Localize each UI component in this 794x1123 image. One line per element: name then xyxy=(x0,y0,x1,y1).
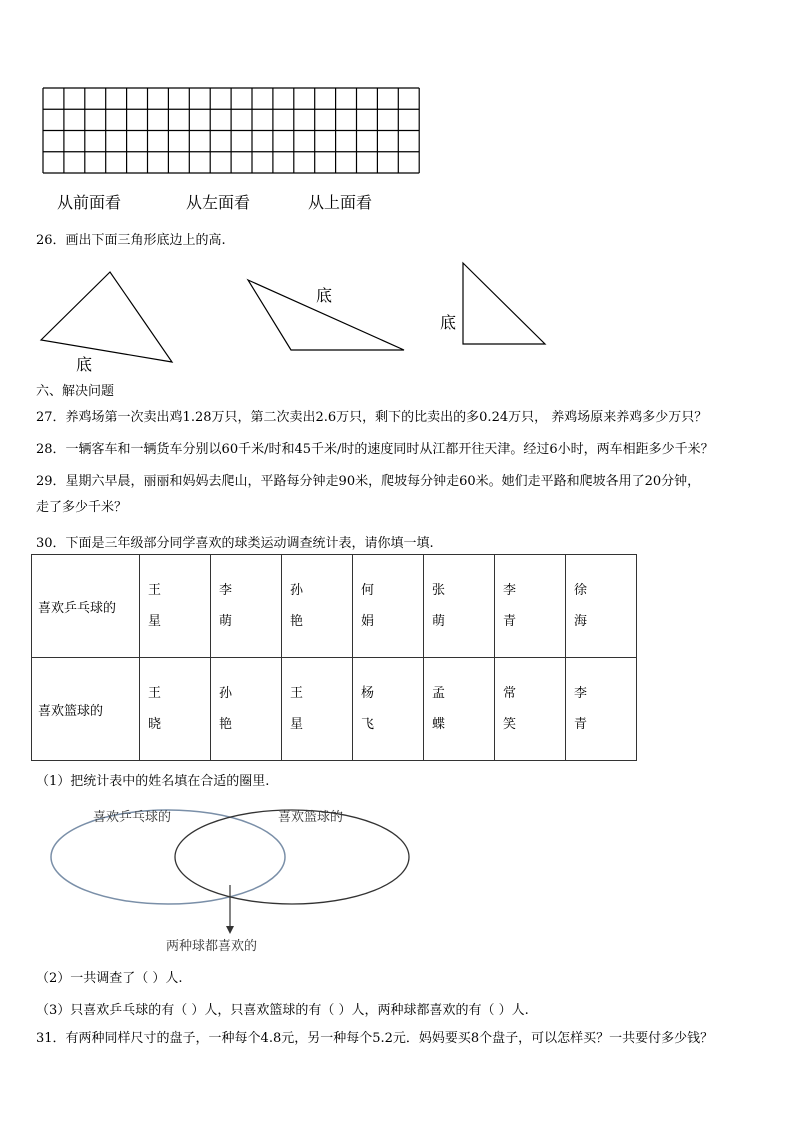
question-31: 31．有两种同样尺寸的盘子，一种每个4.8元，另一种每个5.2元．妈妈要买8个盘子，可以怎样买？一共要付多少钱？ xyxy=(36,1031,714,1046)
table-cell: 王 星 xyxy=(282,658,353,761)
view-label-top: 从上面看 xyxy=(308,193,373,212)
triangle-3 xyxy=(463,263,545,344)
table-cell: 杨 飞 xyxy=(353,658,424,761)
venn-both-label: 两种球都喜欢的 xyxy=(166,939,258,954)
triangle-1-base-label: 底 xyxy=(76,355,93,374)
question-28: 28．一辆客车和一辆货车分别以60千米/时和45千米/时的速度同时从江都开往天津。经过6小时，两车相距多少千米？ xyxy=(36,442,714,457)
table-cell: 王 星 xyxy=(140,555,211,658)
venn-right-label: 喜欢篮球的 xyxy=(278,810,344,825)
question-30: 30．下面是三年级部分同学喜欢的球类运动调查统计表，请你填一填. xyxy=(36,536,434,551)
question-30-sub1: （1）把统计表中的姓名填在合适的圈里. xyxy=(36,774,270,789)
table-row-head: 喜欢乒乓球的 xyxy=(32,555,140,658)
section-title: 六、解决问题 xyxy=(36,384,115,399)
table-cell: 王 晓 xyxy=(140,658,211,761)
question-29-line2: 走了多少千米？ xyxy=(36,500,128,515)
question-30-sub3: （3）只喜欢乒乓球的有（ ）人，只喜欢篮球的有（ ）人，两种球都喜欢的有（ ）人. xyxy=(36,1003,529,1018)
table-cell: 孙 艳 xyxy=(282,555,353,658)
question-27: 27．养鸡场第一次卖出鸡1.28万只，第二次卖出2.6万只，剩下的比卖出的多0.24万只， 养鸡场原来养鸡多少万只？ xyxy=(36,410,708,425)
table-cell: 李 萌 xyxy=(211,555,282,658)
table-cell: 孙 艳 xyxy=(211,658,282,761)
table-row-head: 喜欢篮球的 xyxy=(32,658,140,761)
table-cell: 李 青 xyxy=(566,658,637,761)
venn-left-label: 喜欢乒乓球的 xyxy=(93,810,172,825)
table-row xyxy=(32,658,637,761)
survey-table xyxy=(31,554,637,761)
table-cell: 何 娟 xyxy=(353,555,424,658)
table-cell: 李 青 xyxy=(495,555,566,658)
triangle-3-base-label: 底 xyxy=(440,313,457,332)
table-cell: 张 萌 xyxy=(424,555,495,658)
table-cell: 常 笑 xyxy=(495,658,566,761)
question-26: 26．画出下面三角形底边上的高. xyxy=(36,233,226,248)
table-row xyxy=(32,555,637,658)
question-29-line1: 29．星期六早晨，丽丽和妈妈去爬山，平路每分钟走90米，爬坡每分钟走60米。她们走平路和爬坡各用了20分钟， xyxy=(36,474,701,489)
table-cell: 孟 蝶 xyxy=(424,658,495,761)
venn-arrow-head xyxy=(226,926,234,934)
view-label-front: 从前面看 xyxy=(57,193,122,212)
question-30-sub2: （2）一共调查了（ ）人. xyxy=(36,971,183,986)
triangle-2-base-label: 底 xyxy=(316,286,333,305)
view-label-left: 从左面看 xyxy=(186,193,251,212)
table-cell: 徐 海 xyxy=(566,555,637,658)
triangle-1 xyxy=(41,272,172,362)
